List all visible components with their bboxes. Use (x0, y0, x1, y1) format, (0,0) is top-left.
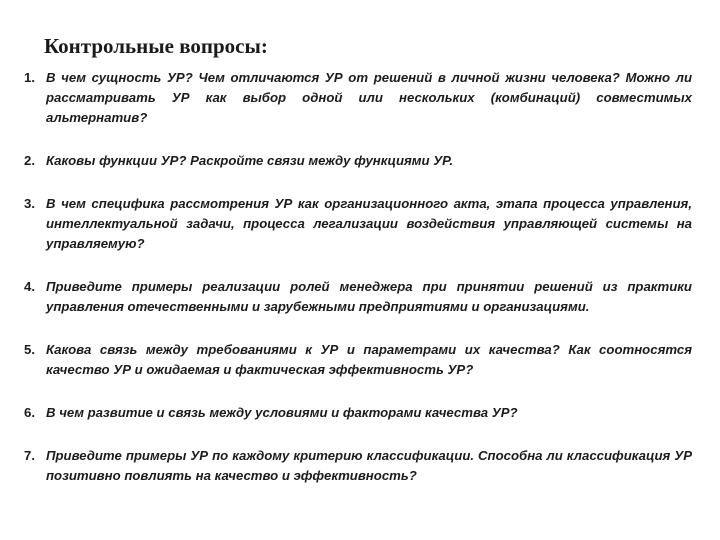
question-text: В чем специфика рассмотрения УР как организационного акта, этапа процесса управления, интеллектуальной задачи, процесса легализации воздействия управляющей системы на управляемую? (46, 196, 692, 251)
question-item (24, 194, 692, 254)
question-text: В чем сущность УР? Чем отличаются УР от решений в личной жизни человека? Можно ли рассматривать УР как выбор одной или нескольких (комбинаций) совместимых альтернатив? (46, 70, 692, 125)
question-number: 3. (24, 196, 35, 211)
question-text: В чем развитие и связь между условиями и факторами качества УР? (46, 405, 518, 420)
question-number: 2. (24, 153, 35, 168)
question-item (24, 403, 692, 423)
question-item (24, 151, 692, 171)
question-number: 1. (24, 70, 35, 85)
slide-title: Контрольные вопросы: (44, 34, 268, 58)
question-text: Какова связь между требованиями к УР и параметрами их качества? Как соотносятся качество УР и ожидаемая и фактическая эффективность УР? (46, 342, 692, 377)
question-item (24, 340, 692, 380)
question-item (24, 68, 692, 128)
question-number: 5. (24, 342, 35, 357)
questions-list (24, 68, 692, 509)
question-number: 4. (24, 279, 35, 294)
question-item (24, 277, 692, 317)
question-text: Приведите примеры УР по каждому критерию классификации. Способна ли классификация УР позитивно повлиять на качество и эффективность? (46, 448, 692, 483)
question-item (24, 446, 692, 486)
question-number: 6. (24, 405, 35, 420)
question-text: Приведите примеры реализации ролей менеджера при принятии решений из практики управления отечественными и зарубежными предприятиями и организациями. (46, 279, 692, 314)
question-number: 7. (24, 448, 35, 463)
question-text: Каковы функции УР? Раскройте связи между функциями УР. (46, 153, 453, 168)
